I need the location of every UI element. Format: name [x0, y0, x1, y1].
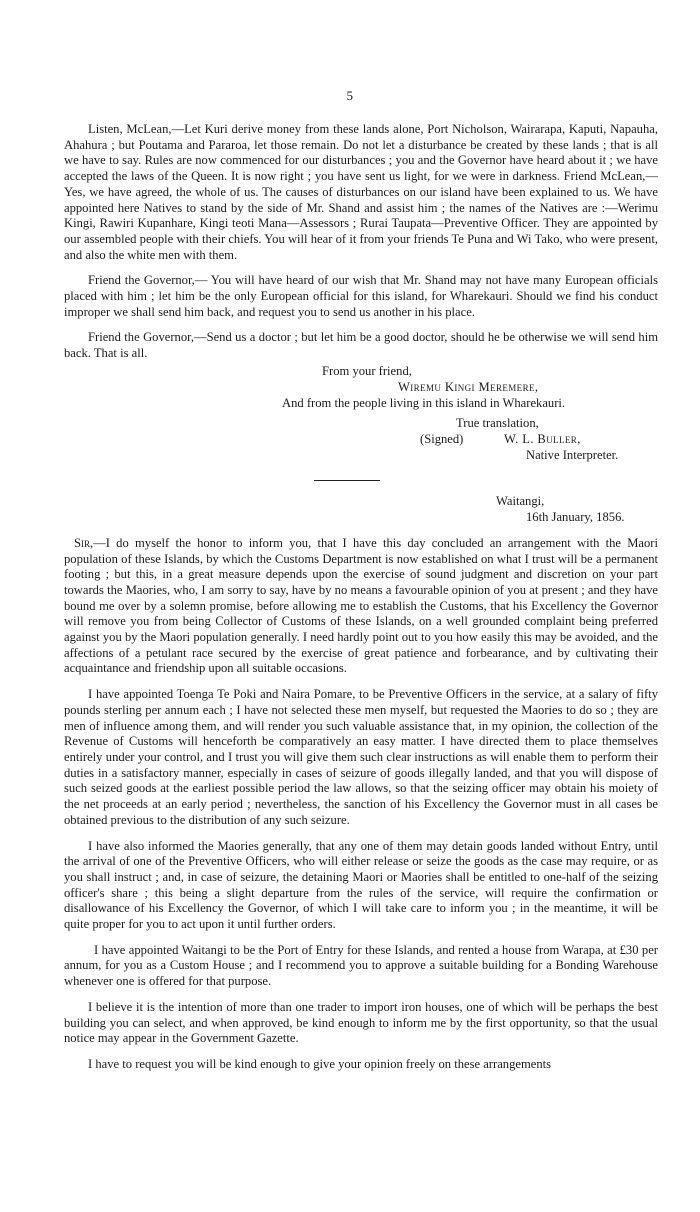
translator-name: W. L. Buller, — [504, 431, 581, 446]
letter-paragraph-iron-houses: I believe it is the intention of more than one trader to import iron houses, one of which will be perhaps the best building you can select, and when approved, be kind enough to inform me by the first opportunity, so that the usual notice may appear in the Government Gazette. — [64, 999, 658, 1046]
letter-paragraph-preventive-officers: I have appointed Toenga Te Poki and Naira Pomare, to be Preventive Officers in the service, at a salary of fifty pounds sterling per annum each ; I have not selected these men myself, but requested the Maories to do so ; they are men of influence among them, and will render you such valuable assistance that, in my opinion, the collection of the Revenue of Customs will henceforth be comparatively an easy matter. I have directed them to place themselves entirely under your control, and I trust you will give them such clear instructions as will enable them to perform their duties in a satisfactory manner, especially in cases of seizure of goods illegally landed, and that you will dispose of such seized goods at the earliest possible period the law allows, so that the seizing officer may obtain his moiety of the net proceeds at an early period ; nevertheless, the sanction of his Excellency the Governor must in all cases be obtained previous to the distribution of any such seizure. — [64, 687, 658, 827]
page-number: 5 — [346, 88, 354, 103]
letter-paragraph-maories-informed: I have also informed the Maories generally, that any one of them may detain goods landed without Entry, until the arrival of one of the Preventive Officers, who will either release or seize the goods as the case may require, or as you shall instruct ; and, in case of seizure, the detaining Maori or Maories shall be entitled to one-half of the seizing officer's share ; this being a slight departure from the rules of the service, will require the confirmation or disallowance of his Excellency the Governor, of which I will take care to inform you ; in the meantime, it will be quite proper for you to act upon it until further orders. — [64, 838, 658, 932]
signature-block — [64, 364, 658, 492]
paragraph-friend-governor-doctor: Friend the Governor,—Send us a doctor ; but let him be a good doctor, should he be otherwise we will send him back. That is all. — [64, 330, 658, 361]
paragraph-friend-governor-officials: Friend the Governor,— You will have heard of our wish that Mr. Shand may not have many European officials placed with him ; let him be the only European official for this island, for Wharekauri. Should we find his conduct improper we shall send him back, and request you to send us another in his place. — [64, 273, 658, 319]
letter-salutation: Sir, — [74, 535, 94, 550]
section-divider — [314, 480, 380, 481]
letter-paragraph-port-of-entry: I have appointed Waitangi to be the Port of Entry for these Islands, and rented a house from Warapa, at £30 per annum, for you as a Custom House ; and I recommend you to approve a suitable building for a Bonding Warehouse whenever one is offered for that purpose. — [64, 942, 658, 989]
dateline — [64, 492, 658, 536]
dateline-place: Waitangi, — [496, 493, 545, 508]
letter-opening: —I do myself the honor to inform you, that I have this day concluded an arrangement with the Maori population of these Islands, by which the Customs Department is now established on what I trust will be a permanent footing ; but this, in a great measure depends upon the exercise of sound judgment and discretion on your part towards the Maories, who, I am sorry to say, have by no means a favourable opinion of you at present ; and they have bound me over by a solemn promise, before allowing me to establish the Customs, that his Excellency the Governor will remove you from being Collector of Customs of these Islands, on a well grounded complaint being preferred against you by the Maori population generally. I need hardly point out to you how easily this may be avoided, and the affections of a petulant race secured by the exercise of great patience and forbearance, and by cultivating their acquaintance and friendship upon all suitable occasions. — [64, 535, 658, 676]
signature-people: And from the people living in this island in Wharekauri. — [282, 395, 566, 410]
signature-name: Wiremu Kingi Meremere, — [398, 379, 539, 394]
true-translation: True translation, — [456, 415, 539, 430]
dateline-date: 16th January, 1856. — [526, 509, 625, 524]
signed-label: (Signed) — [420, 431, 464, 446]
paragraph-listen-mclean: Listen, McLean,—Let Kuri derive money from these lands alone, Port Nicholson, Wairarapa, Kaputi, Napauha, Ahahura ; but Poutama and Pararoa, let those remain. Do not let a disturbance be created by these lands ; that is all we have to say. Rules are now commenced for our disturbances ; you and the Governor have heard about it ; we have accepted the laws of the Queen. It is now right ; you have sent us light, for we were in darkness. Friend McLean,—Yes, we have agreed, the whole of us. The causes of disturbances on our island have been explained to us. We have appointed here Natives to stand by the side of Mr. Shand and assist him ; the names of the Natives are :—Werimu Kingi, Rawiri Kupanhare, Kingi teoti Mana—Assessors ; Rurai Taupata—Preventive Officer. They are appointed by our assembled people with their chiefs. You will hear of it from your friends Te Puna and Wi Tako, who were present, and also the white men with them. — [64, 122, 658, 262]
letter-opening-paragraph — [64, 536, 658, 677]
letter-paragraph-request-opinion: I have to request you will be kind enough to give your opinion freely on these arrangements — [88, 1056, 552, 1071]
signature-from: From your friend, — [322, 363, 412, 378]
page-body — [64, 122, 658, 1083]
translator-title: Native Interpreter. — [526, 447, 619, 462]
